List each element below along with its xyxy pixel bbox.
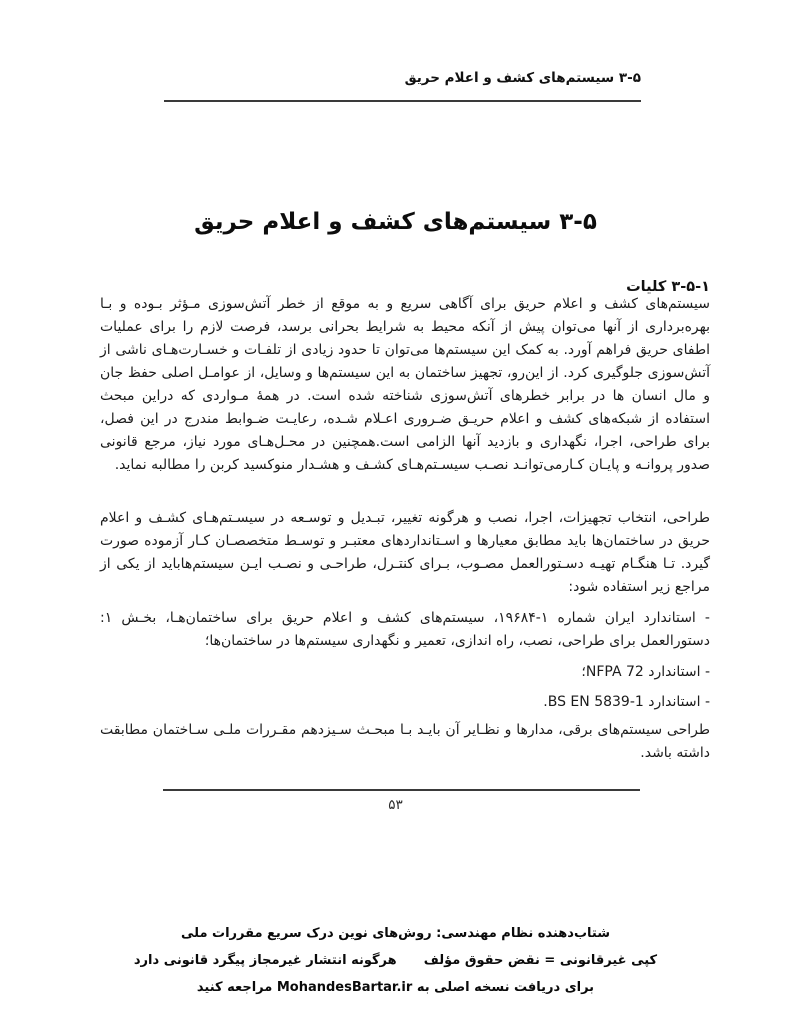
paragraph-electrical-note: طراحی سیستم‌های برقی، مدارها و نظـایر آن بایـد بـا مبحـث سـیزدهم مقـررات ملـی سـاختمان مطابقت داشته باشد. [100, 722, 710, 761]
standard-list-item-isiri: - استاندارد ایران شماره ۱-۱۹۶۸۴، سیستم‌های کشف و اعلام حریق برای ساختمان‌هـا، بخـش ۱: دستورالعمل برای طراحی، نصب، راه اندازی، تعمیر و نگهداری سیستم‌ها در ساختمان‌ها؛ [100, 610, 710, 649]
running-header-title: ۳-۵ سیستم‌های کشف و اعلام حریق [404, 70, 641, 86]
header-divider-rule [164, 100, 641, 102]
watermark-footer [0, 920, 791, 1001]
paragraph-generalities-1: سیستم‌های کشف و اعلام حریق برای آگاهی سریع و به موقع از خطر آتش‌سوزی مـؤثر بـوده و بـا بهره‌برداری از آنها می‌توان پیش از آنکه محیط به شرایط بحرانی برسد، فرصت لازم را برای عملیات اطفای حریق فراهم آورد. به کمک این سیستم‌ها می‌توان تا حدود زیادی از تلفـات و خسـارت‌هـای ناشی از آتش‌سوزی جلوگیری کرد. از این‌رو، تجهیز ساختمان به این سیستم‌ها و وسایل، از عوامـل اصلی حفظ جان و مال انسان ها در برابر خطرهای آتش‌سوزی شناخته شده است. در همهٔ مـواردی که دراین مبحث استفاده از شبکه‌های کشف و اعلام حریـق ضـروری اعـلام شـده، رعایـت ضـوابط مندرج در این فصل، برای طراحی، اجرا، نگهداری و بازدید آنها الزامی است.همچنین در محـل‌هـای مورد نیاز، مرجع قانونی صدور پروانـه و پایـان کـارمی‌توانـد نصـب سیسـتم‌هـای کشـف و هشـدار منوکسید کربن را مطالبه نماید. [100, 296, 710, 473]
standard-list-item-nfpa: - استاندارد NFPA 72؛ [581, 664, 710, 680]
footer-divider-rule [163, 789, 640, 791]
section-heading: ۳-۵-۱ کلیات [626, 279, 710, 296]
watermark-line-2: کپی غیرقانونی = نقض حقوق مؤلف هرگونه انتشار غیرمجاز پیگرد قانونی دارد [133, 953, 658, 968]
watermark-line-1: شتاب‌دهنده نظام مهندسی: روش‌های نوین درک سریع مقررات ملی [181, 926, 610, 941]
chapter-title: ۳-۵ سیستم‌های کشف و اعلام حریق [194, 209, 597, 236]
paragraph-generalities-2: طراحی، انتخاب تجهیزات، اجرا، نصب و هرگونه تغییر، تبـدیل و توسـعه در سیسـتم‌هـای کشـف و اعلام حریق در ساختمان‌ها باید مطابق معیارها و اسـتانداردهای معتبـر و توسـط متخصصـان کـار آزموده صورت گیرد. تـا هنگـام تهیـه دسـتورالعمل مصـوب، بـرای کنتـرل، طراحـی و نصـب ایـن سیستم‌هاباید از یکی از مراجع زیر استفاده شود: [100, 510, 710, 595]
watermark-line-3: برای دریافت نسخه اصلی به MohandesBartar.ir مراجعه کنید [196, 980, 595, 995]
standard-list-item-bsen: - استاندارد BS EN 5839-1. [543, 694, 710, 710]
page-number: ۵۳ [388, 797, 403, 813]
